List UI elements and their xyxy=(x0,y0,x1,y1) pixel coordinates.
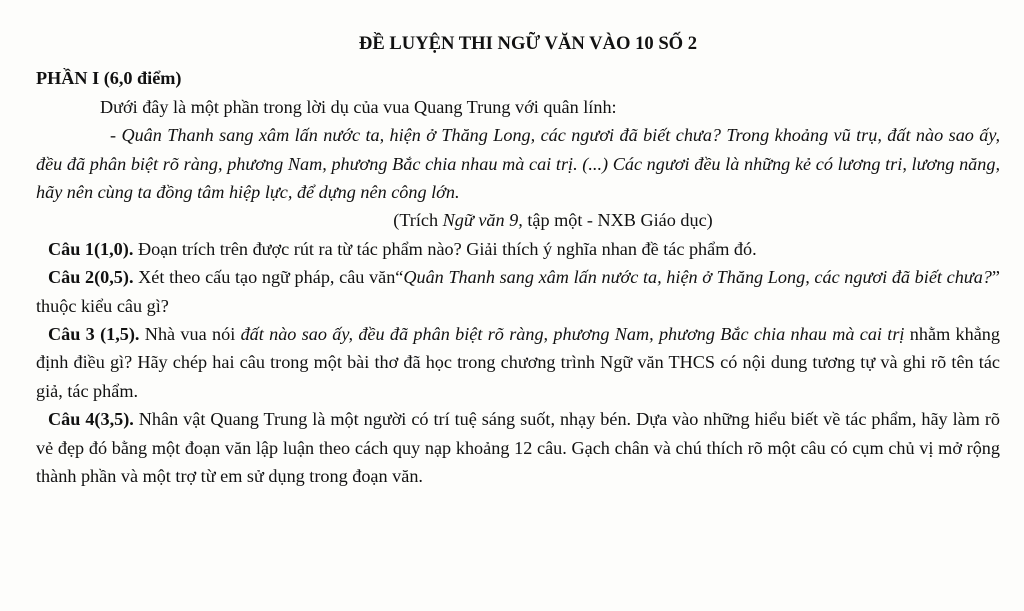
question-3-text-before: Nhà vua nói xyxy=(139,324,241,345)
question-1 xyxy=(36,235,1000,263)
page-title: ĐỀ LUYỆN THI NGỮ VĂN VÀO 10 SỐ 2 xyxy=(358,33,698,54)
question-3 xyxy=(36,320,1000,405)
question-2-text-before: Xét theo cấu tạo ngữ pháp, câu văn“ xyxy=(133,267,404,288)
question-3-label: Câu 3 (1,5). xyxy=(48,324,140,345)
source-citation xyxy=(36,206,1000,234)
question-2 xyxy=(36,263,1000,320)
source-book: Ngữ văn 9, xyxy=(442,210,523,231)
question-4-label: Câu 4(3,5). xyxy=(48,409,134,430)
question-3-text-after: nhằm khẳng định điều gì? Hãy chép hai câu trong một bài thơ đã học trong chương trình Ngữ văn THCS có nội dung tương tự và ghi rõ tên tác giả, tác phẩm. xyxy=(36,324,1000,401)
question-3-quote: đất nào sao ấy, đều đã phân biệt rõ ràng, phương Nam, phương Bắc chia nhau mà cai trị xyxy=(240,324,905,345)
question-1-label: Câu 1(1,0). xyxy=(48,238,134,259)
intro-paragraph: Dưới đây là một phần trong lời dụ của vua Quang Trung với quân lính: xyxy=(100,96,617,117)
source-suffix: tập một - NXB Giáo dục) xyxy=(522,210,713,231)
question-1-text: Đoạn trích trên được rút ra từ tác phẩm nào? Giải thích ý nghĩa nhan đề tác phẩm đó. xyxy=(133,238,757,259)
question-2-quote: Quân Thanh sang xâm lấn nước ta, hiện ở Thăng Long, các ngươi đã biết chưa? xyxy=(403,267,992,288)
quoted-passage: - Quân Thanh sang xâm lấn nước ta, hiện ở Thăng Long, các ngươi đã biết chưa? Trong khoảng vũ trụ, đất nào sao ấy, đều đã phân biệt rõ ràng, phương Nam, phương Bắc chia nhau mà cai trị. (...) Các ngươi đều là những kẻ có lương tri, lương năng, hãy nên cùng ta đồng tâm hiệp lực, để dựng nên công lớn. xyxy=(36,125,1000,203)
question-4-text: Nhân vật Quang Trung là một người có trí tuệ sáng suốt, nhạy bén. Dựa vào những hiểu biết về tác phẩm, hãy làm rõ vẻ đẹp đó bằng một đoạn văn lập luận theo cách quy nạp khoảng 12 câu. Gạch chân và chú thích rõ một câu có cụm chủ vị mở rộng thành phần và một trợ từ em sử dụng trong đoạn văn. xyxy=(36,409,1000,487)
question-2-label: Câu 2(0,5). xyxy=(48,267,134,288)
question-2-text-after: ” thuộc kiểu câu gì? xyxy=(36,267,1000,316)
section-heading: PHẦN I (6,0 điểm) xyxy=(36,68,182,89)
source-prefix: (Trích xyxy=(393,210,443,231)
question-4 xyxy=(36,405,1000,490)
